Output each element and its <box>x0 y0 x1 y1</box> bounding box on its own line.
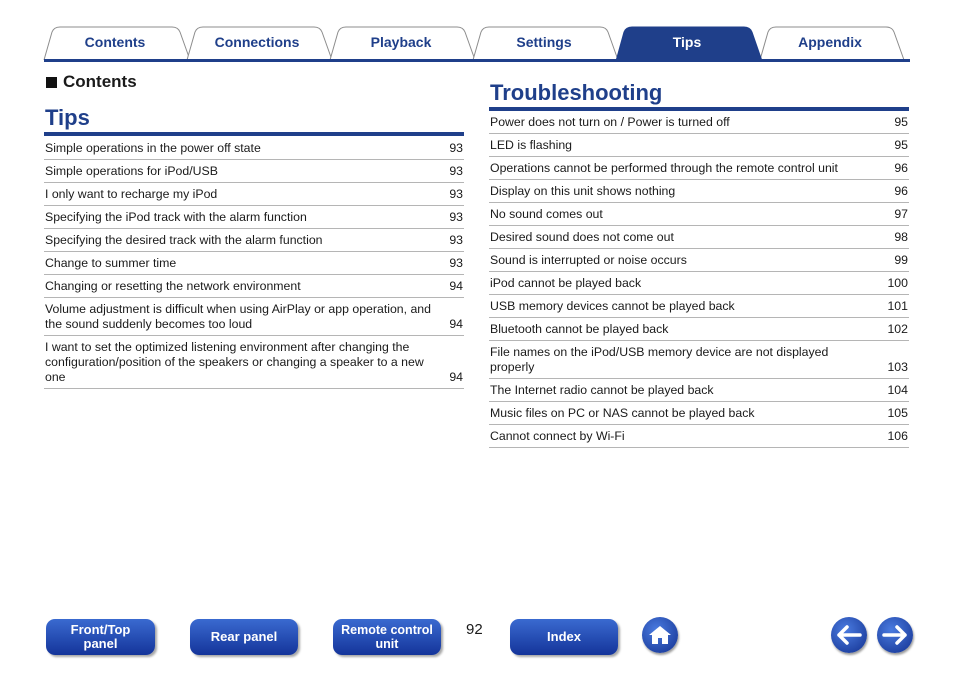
tips-list-item[interactable] <box>44 275 464 298</box>
tips-list-item-page: 93 <box>449 141 463 155</box>
tips-title: Tips <box>45 105 90 130</box>
tips-list-item[interactable] <box>44 252 464 275</box>
troubleshooting-list-item-page: 95 <box>894 115 908 129</box>
back-button[interactable] <box>831 617 867 653</box>
front-top-label-line1: Front/Top <box>70 622 131 637</box>
troubleshooting-list-item[interactable] <box>489 402 909 425</box>
troubleshooting-list-item[interactable] <box>489 111 909 134</box>
troubleshooting-list-item[interactable] <box>489 272 909 295</box>
remote-label-line2: unit <box>375 637 399 651</box>
tips-list-item[interactable] <box>44 229 464 252</box>
arrow-left-icon <box>836 625 862 645</box>
tips-list <box>44 137 464 389</box>
tips-list-item-text: Specifying the desired track with the alarm function <box>45 233 323 247</box>
tips-list-item-text: Volume adjustment is difficult when using AirPlay or app operation, and the sound suddenly becomes too loud <box>45 302 431 331</box>
troubleshooting-list-item-text: Operations cannot be performed through the remote control unit <box>490 161 838 175</box>
tips-list-item-text: Simple operations for iPod/USB <box>45 164 218 178</box>
tips-list-item[interactable] <box>44 183 464 206</box>
section-heading <box>46 72 137 92</box>
tips-title-rule <box>44 132 464 136</box>
tips-list-item-page: 93 <box>449 187 463 201</box>
tips-list-item-text: Specifying the iPod track with the alarm function <box>45 210 307 224</box>
tips-list-item[interactable] <box>44 336 464 389</box>
troubleshooting-list-item[interactable] <box>489 249 909 272</box>
troubleshooting-list-item-page: 97 <box>894 207 908 221</box>
troubleshooting-list-item[interactable] <box>489 379 909 402</box>
page-number: 92 <box>466 621 483 638</box>
tips-list-item-page: 93 <box>449 164 463 178</box>
troubleshooting-list-item-text: The Internet radio cannot be played back <box>490 383 714 397</box>
troubleshooting-list <box>489 111 909 448</box>
tips-list-item[interactable] <box>44 206 464 229</box>
tips-list-item[interactable] <box>44 160 464 183</box>
troubleshooting-list-item-text: Bluetooth cannot be played back <box>490 322 669 336</box>
troubleshooting-list-item[interactable] <box>489 226 909 249</box>
tips-list-item-page: 93 <box>449 256 463 270</box>
remote-control-unit-button[interactable] <box>333 619 441 655</box>
tab-shapes <box>0 0 954 64</box>
tips-list-item-text: I only want to recharge my iPod <box>45 187 218 201</box>
troubleshooting-list-item-page: 102 <box>887 322 908 336</box>
tips-list-item[interactable] <box>44 298 464 336</box>
troubleshooting-list-item-text: LED is flashing <box>490 138 573 152</box>
troubleshooting-list-item-text: File names on the iPod/USB memory device are not displayed properly <box>490 345 829 374</box>
remote-label-line1: Remote control <box>341 623 433 637</box>
troubleshooting-list-item-page: 106 <box>887 429 908 443</box>
troubleshooting-list-item-page: 103 <box>887 360 908 374</box>
tab-contents[interactable]: Contents <box>84 34 146 50</box>
rear-panel-button[interactable] <box>190 619 298 655</box>
troubleshooting-list-item-text: USB memory devices cannot be played back <box>490 299 735 313</box>
troubleshooting-list-item-text: Power does not turn on / Power is turned off <box>490 115 730 129</box>
front-top-panel-button[interactable] <box>46 619 155 655</box>
troubleshooting-list-item-page: 96 <box>894 184 908 198</box>
tab-tips[interactable]: Tips <box>672 34 702 50</box>
tips-list-item[interactable] <box>44 137 464 160</box>
troubleshooting-list-item[interactable] <box>489 157 909 180</box>
troubleshooting-list-item-text: Cannot connect by Wi-Fi <box>490 429 625 443</box>
troubleshooting-list-item-page: 96 <box>894 161 908 175</box>
tips-list-item-page: 93 <box>449 210 463 224</box>
tips-list-item-page: 93 <box>449 233 463 247</box>
tips-list-item-page: 94 <box>449 370 463 384</box>
troubleshooting-list-item[interactable] <box>489 341 909 379</box>
tab-playback[interactable]: Playback <box>370 34 432 50</box>
troubleshooting-list-item-text: Display on this unit shows nothing <box>490 184 676 198</box>
troubleshooting-list-item[interactable] <box>489 425 909 448</box>
troubleshooting-list-item-text: Music files on PC or NAS cannot be played back <box>490 406 755 420</box>
troubleshooting-list-item[interactable] <box>489 203 909 226</box>
tips-list-item-text: Change to summer time <box>45 256 177 270</box>
tab-bar <box>0 0 954 64</box>
tips-list-item-text: Changing or resetting the network environment <box>45 279 301 293</box>
troubleshooting-list-item-page: 99 <box>894 253 908 267</box>
troubleshooting-list-item[interactable] <box>489 295 909 318</box>
home-icon <box>648 624 672 646</box>
rear-panel-label: Rear panel <box>210 629 278 644</box>
troubleshooting-list-item[interactable] <box>489 134 909 157</box>
front-top-label-line2: panel <box>83 636 118 651</box>
tips-list-item-text: Simple operations in the power off state <box>45 141 261 155</box>
tab-appendix[interactable]: Appendix <box>798 34 862 50</box>
troubleshooting-list-item-page: 95 <box>894 138 908 152</box>
tab-connections[interactable]: Connections <box>214 34 300 50</box>
troubleshooting-list-item-text: Sound is interrupted or noise occurs <box>490 253 687 267</box>
troubleshooting-title: Troubleshooting <box>490 80 663 105</box>
troubleshooting-list-item-text: iPod cannot be played back <box>490 276 642 290</box>
index-label: Index <box>547 629 581 644</box>
arrow-right-icon <box>882 625 908 645</box>
tips-list-item-page: 94 <box>449 279 463 293</box>
troubleshooting-list-item-page: 105 <box>887 406 908 420</box>
troubleshooting-list-item-text: No sound comes out <box>490 207 603 221</box>
forward-button[interactable] <box>877 617 913 653</box>
index-button[interactable] <box>510 619 618 655</box>
troubleshooting-list-item-page: 104 <box>887 383 908 397</box>
tab-settings[interactable]: Settings <box>516 34 572 50</box>
section-heading-label: Contents <box>63 72 137 91</box>
square-bullet-icon <box>46 77 57 88</box>
troubleshooting-list-item-text: Desired sound does not come out <box>490 230 674 244</box>
home-button[interactable] <box>642 617 678 653</box>
troubleshooting-list-item-page: 101 <box>887 299 908 313</box>
troubleshooting-list-item[interactable] <box>489 318 909 341</box>
troubleshooting-list-item-page: 98 <box>894 230 908 244</box>
troubleshooting-list-item[interactable] <box>489 180 909 203</box>
tips-list-item-text: I want to set the optimized listening environment after changing the configuration/position of the speakers or changing a speaker to a new one <box>45 340 424 384</box>
tips-list-item-page: 94 <box>449 317 463 331</box>
troubleshooting-list-item-page: 100 <box>887 276 908 290</box>
